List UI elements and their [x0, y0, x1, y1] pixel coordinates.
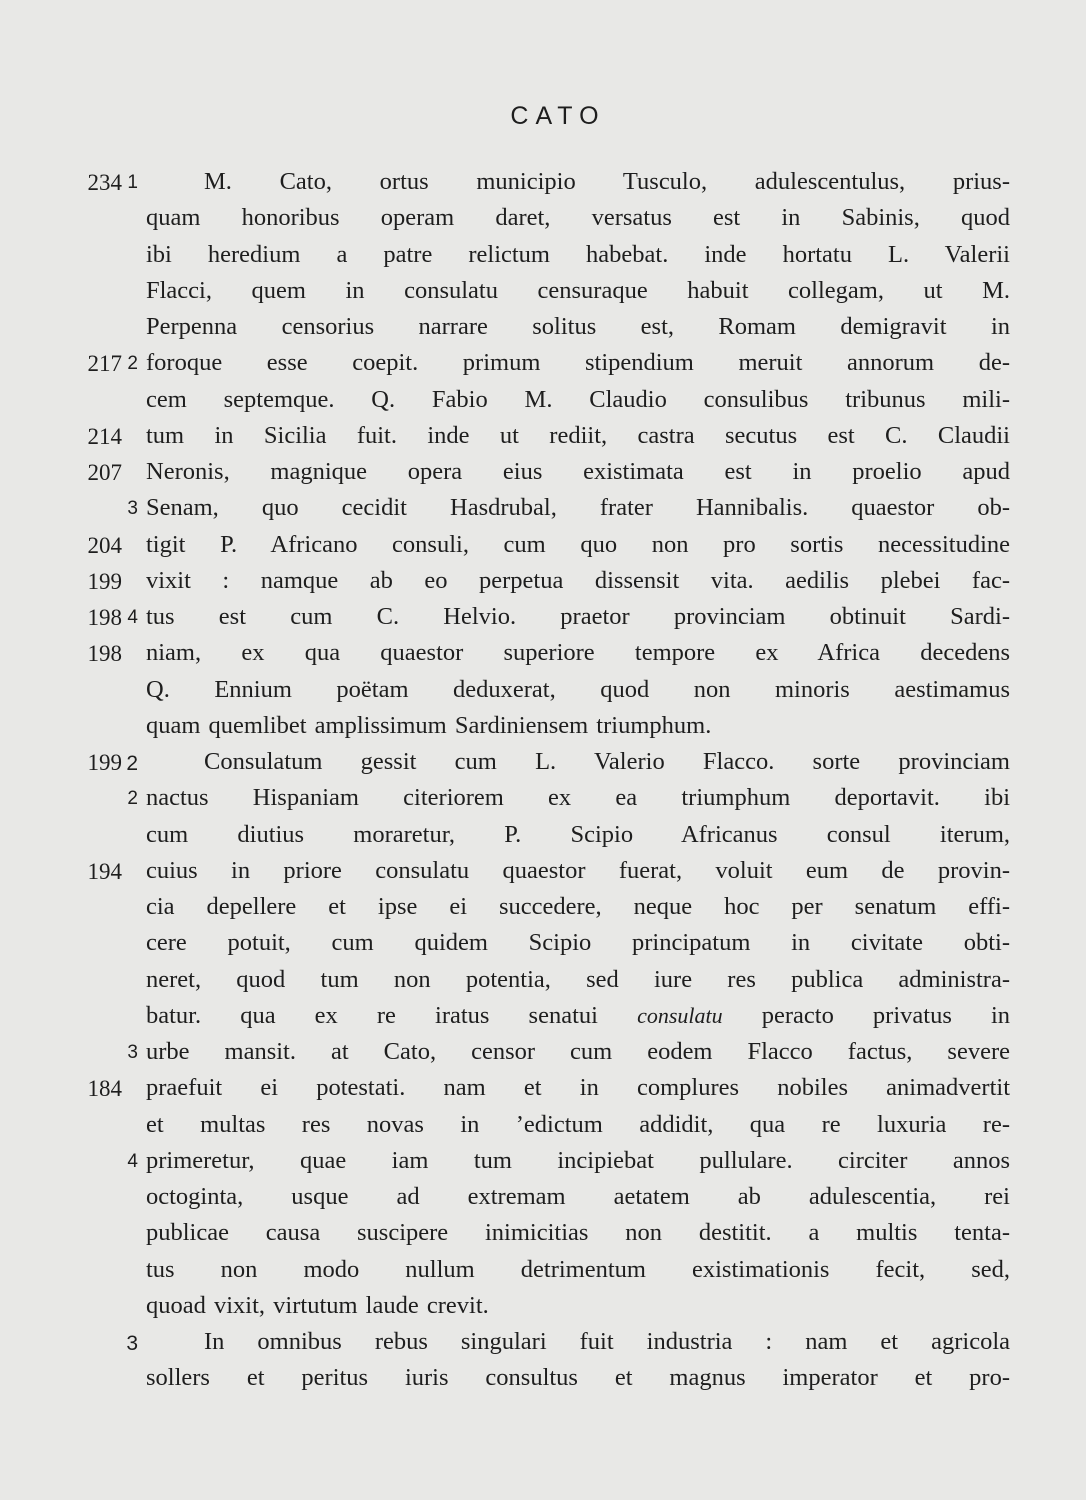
text-line: [0, 966, 1086, 1002]
line-text: Flacci, quem in consulatu censuraque habuit collegam, ut M.: [146, 276, 1010, 304]
text-line: [0, 458, 1086, 494]
margin-year: 184: [87, 1076, 122, 1102]
line-text: Neronis, magnique opera eius existimata est in proelio apud: [146, 458, 1010, 485]
margin-year: 214: [87, 423, 122, 449]
line-text: Q. Ennium poëtam deduxerat, quod non minoris aestimamus: [146, 675, 1010, 703]
section-number: 2: [126, 752, 138, 775]
line-segment: peracto privatus in: [761, 1001, 1011, 1029]
line-text: ibi heredium a patre relictum habebat. inde hortatu L. Valerii: [146, 240, 1010, 268]
page-title: CATO: [510, 102, 606, 130]
text-line: [0, 494, 1086, 530]
margin-year: 198: [87, 605, 122, 630]
section-number: 2: [127, 788, 138, 810]
line-text: cem septemque. Q. Fabio M. Claudio consulibus tribunus mili-: [146, 385, 1010, 413]
line-segment: batur. qua ex re iratus senatui: [146, 1001, 598, 1029]
text-line: [0, 1292, 1086, 1328]
text-line: [0, 821, 1086, 857]
line-text: urbe mansit. at Cato, censor cum eodem Flacco factus, severe: [146, 1038, 1010, 1065]
text-line: [0, 1364, 1086, 1400]
text-line: [0, 567, 1086, 603]
line-text: Perpenna censorius narrare solitus est, Romam demigravit in: [146, 313, 1010, 340]
line-text: quam honoribus operam daret, versatus est in Sabinis, quod: [146, 204, 1010, 232]
section-number: 3: [127, 498, 138, 520]
line-text: foroque esse coepit. primum stipendium meruit annorum de-: [146, 349, 1010, 377]
text-line: [0, 748, 1086, 784]
text-line: [0, 168, 1086, 204]
line-text: niam, ex qua quaestor superiore tempore ex Africa decedens: [146, 639, 1010, 667]
line-text: praefuit ei potestati. nam et in complures nobiles animadvertit: [146, 1074, 1010, 1102]
text-line: [0, 1256, 1086, 1292]
section-number: 2: [127, 353, 138, 375]
text-line: [0, 1219, 1086, 1255]
line-text: neret, quod tum non potentia, sed iure res publica administra-: [146, 965, 1010, 993]
margin-year: 199: [87, 568, 122, 594]
text-line: [0, 1038, 1086, 1074]
section-number: 3: [127, 1042, 138, 1063]
margin-year: 207: [87, 460, 122, 485]
margin-year: 194: [87, 858, 122, 884]
line-text: quoad vixit, virtutum laude crevit.: [146, 1291, 489, 1319]
text-line: [0, 204, 1086, 240]
line-text: tigit P. Africano consuli, cum quo non pro sortis necessitudine: [146, 530, 1010, 558]
text-line: [0, 712, 1086, 748]
section-number: 3: [126, 1332, 138, 1355]
text-line: [0, 639, 1086, 675]
text-line: [0, 929, 1086, 965]
line-text: publicae causa suscipere inimicitias non destitit. a multis tenta-: [146, 1219, 1010, 1247]
margin-year: 198: [87, 641, 122, 667]
line-text: nactus Hispaniam citeriorem ex ea triumphum deportavit. ibi: [146, 784, 1010, 812]
text-line: [0, 277, 1086, 313]
line-text: [146, 1002, 1010, 1030]
section-number: 4: [127, 1150, 138, 1172]
line-text: cum diutius moraretur, P. Scipio Africanus consul iterum,: [146, 820, 1010, 848]
line-text: vixit : namque ab eo perpetua dissensit vita. aedilis plebei fac-: [146, 566, 1010, 594]
text-line: [0, 1002, 1086, 1038]
text-line: [0, 422, 1086, 458]
line-text: tum in Sicilia fuit. inde ut rediit, castra secutus est C. Claudii: [146, 421, 1010, 449]
section-number: 1: [127, 172, 138, 193]
text-line: [0, 1183, 1086, 1219]
line-text: tus non modo nullum detrimentum existimationis fecit, sed,: [146, 1255, 1010, 1283]
text-line: [0, 1147, 1086, 1183]
line-text: primeretur, quae iam tum incipiebat pullulare. circiter annos: [146, 1146, 1010, 1174]
section-number: 4: [127, 607, 138, 628]
text-line: [0, 313, 1086, 349]
margin-year: 234: [87, 170, 122, 195]
margin-year: 199: [87, 750, 122, 775]
text-line: [0, 676, 1086, 712]
text-line: [0, 784, 1086, 820]
line-text: quam quemlibet amplissimum Sardiniensem triumphum.: [146, 711, 712, 739]
line-text: Senam, quo cecidit Hasdrubal, frater Hannibalis. quaestor ob-: [146, 494, 1010, 522]
line-text: et multas res novas in ʼedictum addidit, qua re luxuria re-: [146, 1110, 1010, 1138]
margin-year: 217: [87, 351, 122, 377]
italic-word: consulatu: [637, 1002, 723, 1028]
line-text: cia depellere et ipse ei succedere, neque hoc per senatum effi-: [146, 893, 1010, 920]
text-line: [0, 241, 1086, 277]
line-text: cere potuit, cum quidem Scipio principatum in civitate obti-: [146, 929, 1010, 957]
line-text: M. Cato, ortus municipio Tusculo, adulescentulus, prius-: [204, 168, 1010, 195]
line-text: octoginta, usque ad extremam aetatem ab adulescentia, rei: [146, 1183, 1010, 1210]
line-text: tus est cum C. Helvio. praetor provinciam obtinuit Sardi-: [146, 603, 1010, 630]
line-text: In omnibus rebus singulari fuit industria : nam et agricola: [204, 1328, 1010, 1355]
text-line: [0, 1074, 1086, 1110]
line-text: Consulatum gessit cum L. Valerio Flacco. sorte provinciam: [204, 748, 1010, 775]
text-line: [0, 893, 1086, 929]
line-text: sollers et peritus iuris consultus et magnus imperator et pro-: [146, 1364, 1010, 1392]
text-line: [0, 1111, 1086, 1147]
text-line: [0, 386, 1086, 422]
margin-year: 204: [87, 532, 122, 558]
text-line: [0, 349, 1086, 385]
text-line: [0, 1328, 1086, 1364]
line-text: cuius in priore consulatu quaestor fuerat, voluit eum de provin-: [146, 856, 1010, 884]
text-line: [0, 531, 1086, 567]
text-line: [0, 857, 1086, 893]
text-line: [0, 603, 1086, 639]
